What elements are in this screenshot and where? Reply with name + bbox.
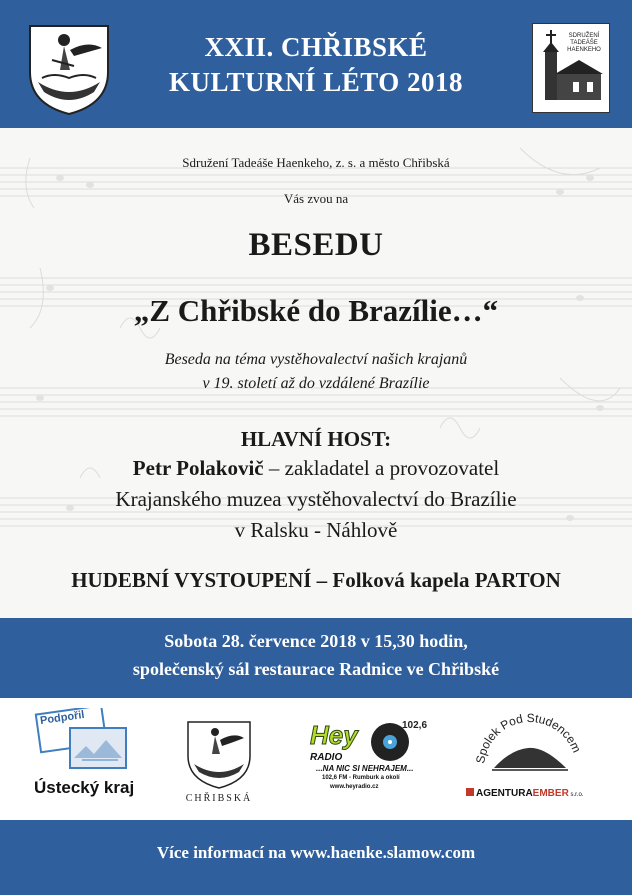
host-line-2: Krajanského muzea vystěhovalectví do Brazílie: [115, 487, 517, 511]
date-band: [0, 618, 632, 698]
organizer-text: Sdružení Tadeáše Haenkeho, z. s. a město Chřibská: [182, 155, 450, 170]
hey-radio-frequency: 102,6: [402, 720, 428, 731]
ustecky-stamp-text: Podpořil: [39, 708, 86, 728]
chribska-name: CHŘIBSKÁ: [185, 793, 253, 804]
sponsor-logos: [0, 698, 632, 820]
ustecky-kraj-logo: [30, 708, 140, 808]
event-venue: společenský sál restaurace Radnice ve Chřibské: [132, 659, 500, 679]
sdruzeni-logo: [532, 23, 610, 113]
agentura-text-c: s.r.o.: [568, 792, 584, 798]
chribska-crest-small-icon: [184, 718, 254, 790]
event-subtitle-line-2: v 19. století až do vzdálené Brazílie: [202, 375, 430, 392]
spolek-name: Spolek Pod Studencem: [473, 710, 584, 765]
host-line-3: v Ralsku - Náhlově: [234, 518, 398, 542]
invite-text: Vás zvou na: [283, 191, 349, 206]
agentura-square-icon: [466, 788, 474, 796]
agentura-text-a: AGENTURA: [476, 788, 533, 799]
host-name: Petr Polakovič: [132, 456, 264, 480]
spolek-mountain-icon: [470, 706, 590, 786]
chribska-logo: [184, 718, 254, 812]
host-description: – zakladatel a provozovatel: [263, 456, 500, 480]
sdruzeni-logo-text-2: TADEÁŠE: [570, 40, 598, 46]
spolek-logo: [470, 706, 590, 806]
ustecky-kraj-name: Ústecký kraj: [34, 778, 135, 797]
hey-radio-logo: [304, 720, 434, 810]
title-line-1: XXII. CHŘIBSKÉ: [204, 32, 428, 62]
hey-radio-name: Hey: [310, 720, 358, 750]
chribska-crest-icon: [24, 20, 114, 116]
hey-radio-slogan: ...NA NIC SI NEHRAJEM...: [316, 764, 414, 773]
more-info-link[interactable]: Více informací na www.haenke.slamow.com: [156, 843, 476, 862]
event-heading: BESEDU: [248, 227, 384, 263]
event-title: „Z Chřibské do Brazílie…“: [133, 293, 499, 328]
host-line-1: [0, 456, 632, 481]
hey-radio-url: www.heyradio.cz: [330, 784, 379, 790]
hey-radio-label: RADIO: [310, 752, 343, 763]
music-performance: HUDEBNÍ VYSTOUPENÍ – Folková kapela PARTON: [71, 568, 561, 592]
sdruzeni-logo-text-3: HAENKEHO: [567, 47, 601, 53]
event-date: Sobota 28. července 2018 v 15,30 hodin,: [164, 631, 468, 651]
agentura-ember-logo: [466, 788, 583, 799]
page-title: [120, 30, 512, 100]
agentura-text-b: EMBER: [532, 788, 569, 799]
header-band: [0, 0, 632, 128]
sdruzeni-logo-text-1: SDRUŽENÍ: [568, 33, 600, 39]
title-line-2: KULTURNÍ LÉTO 2018: [168, 67, 464, 97]
host-label: HLAVNÍ HOST:: [240, 427, 392, 451]
hey-radio-sub: 102,6 FM - Rumburk a okolí: [322, 775, 400, 781]
event-subtitle-line-1: Beseda na téma vystěhovalectví našich krajanů: [164, 351, 468, 368]
